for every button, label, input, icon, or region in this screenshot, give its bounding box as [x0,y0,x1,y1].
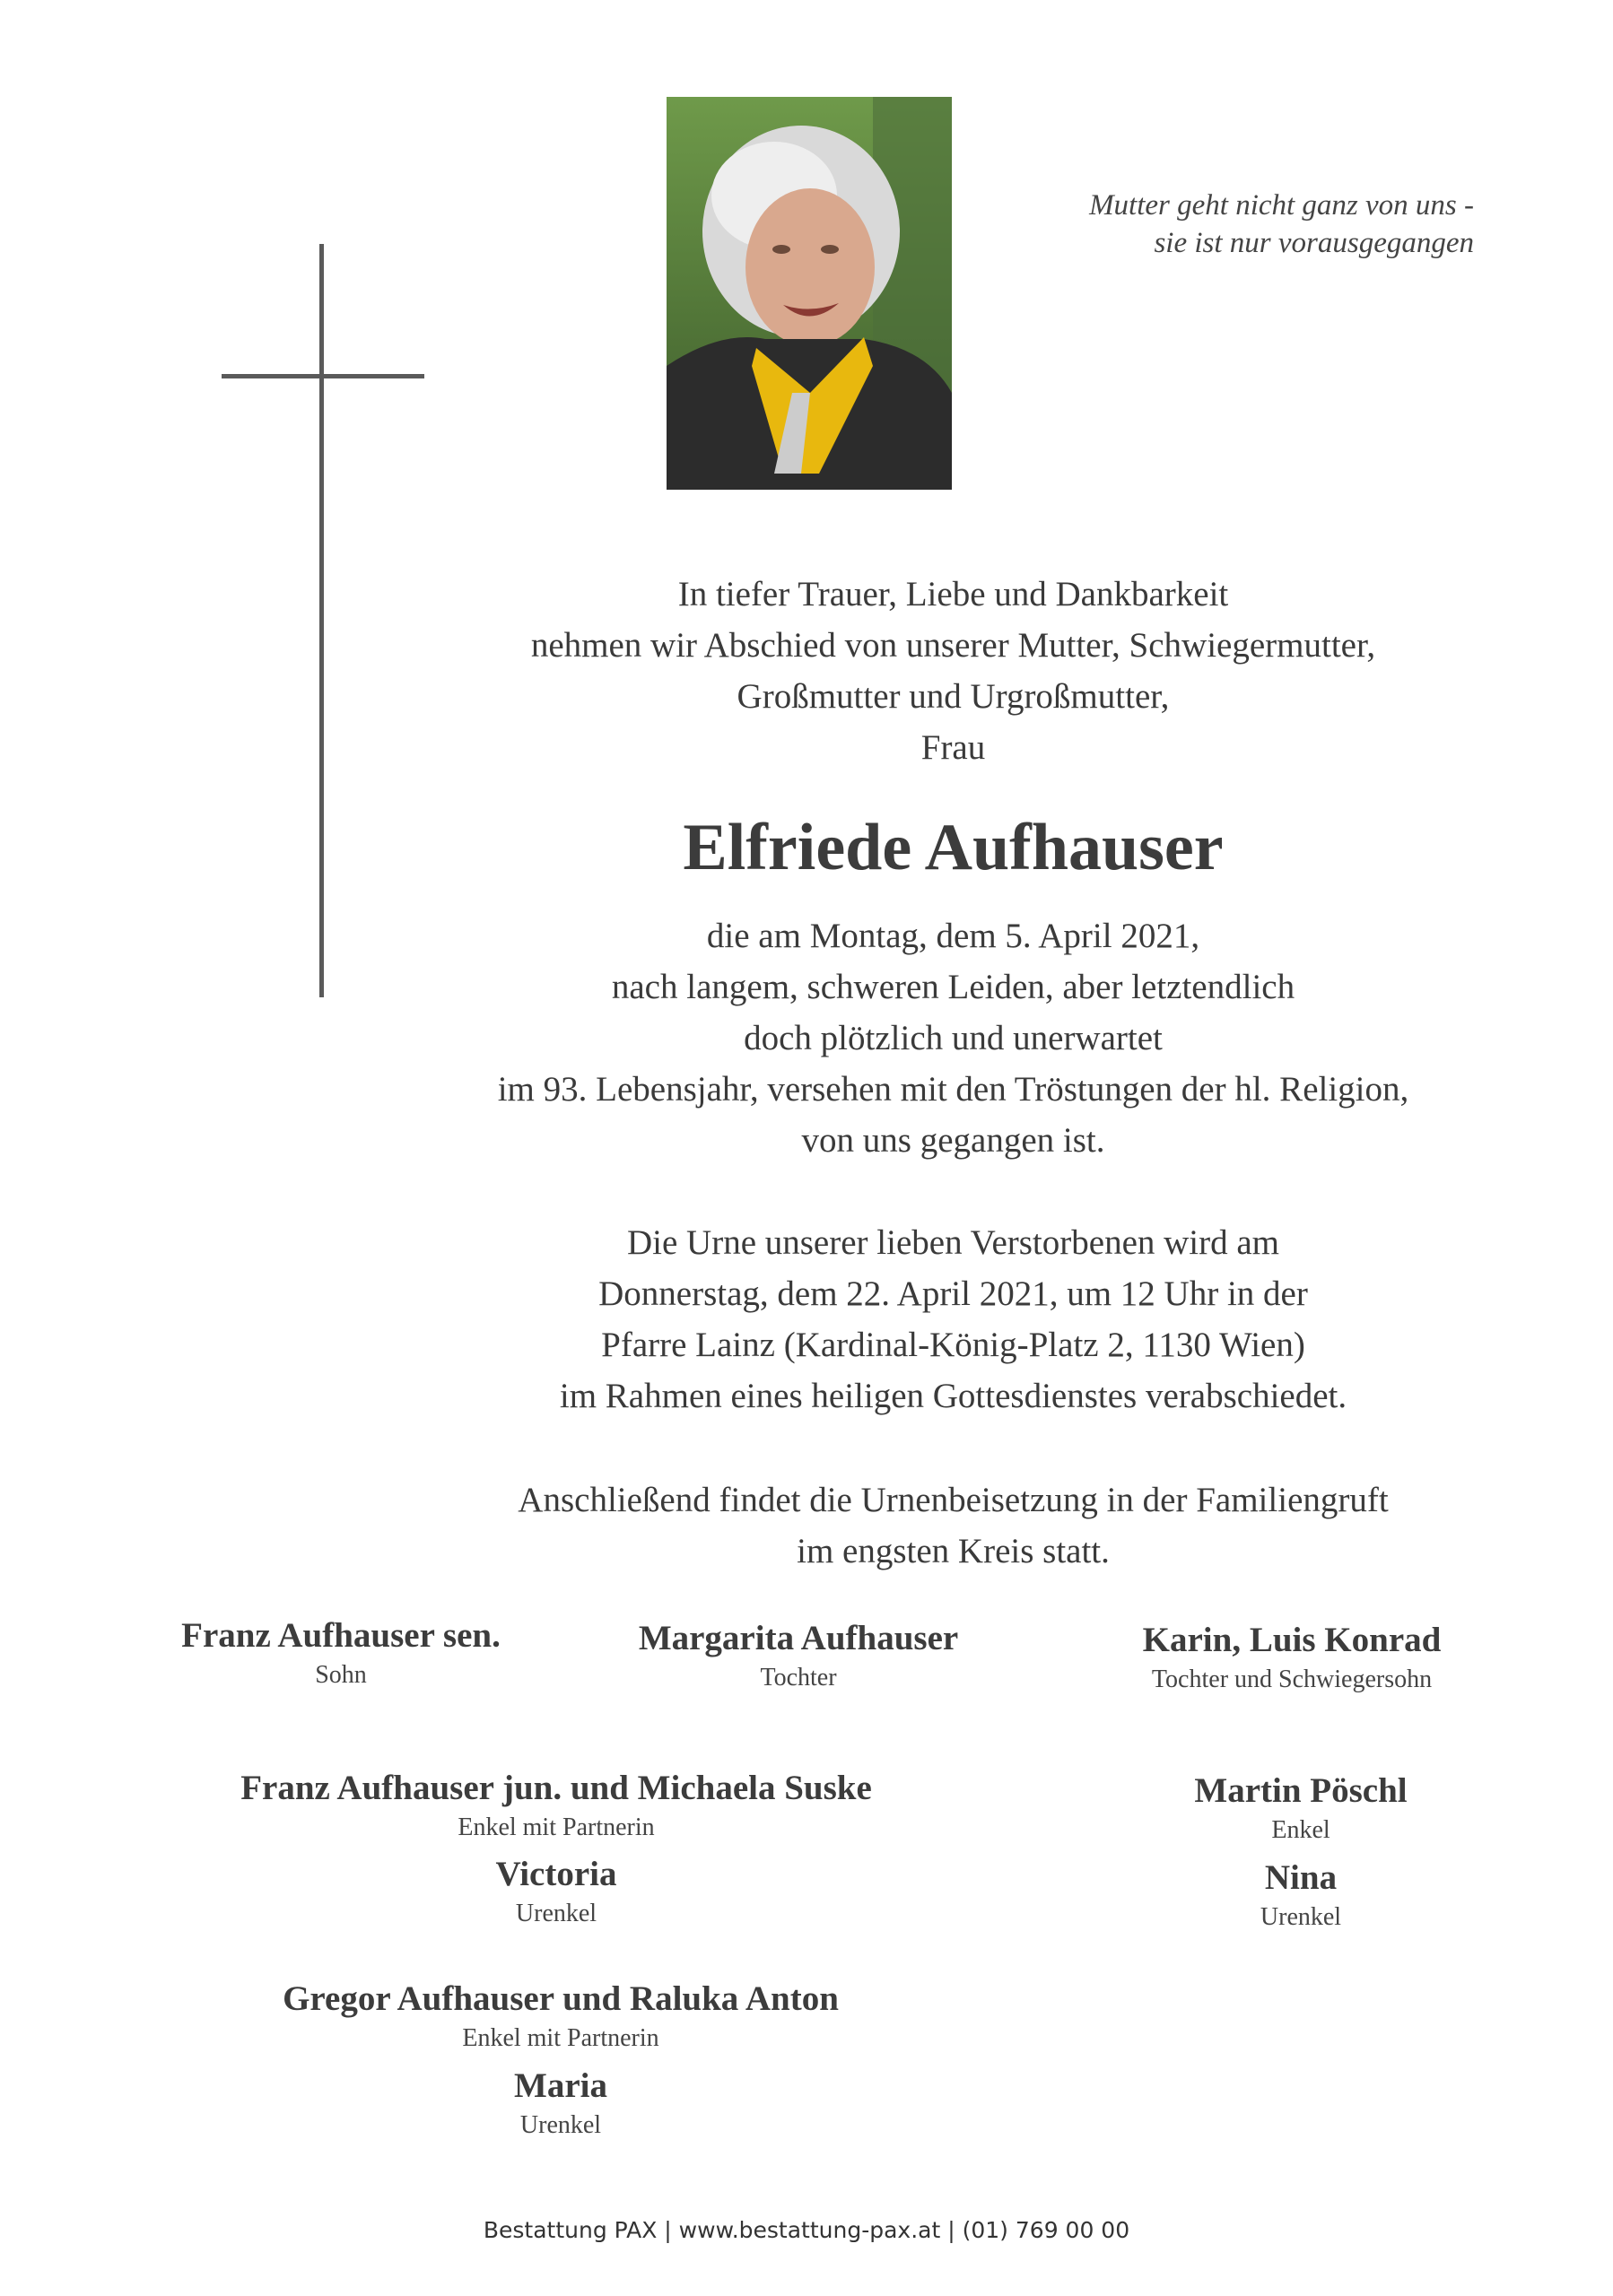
mourner-name: Franz Aufhauser jun. und Michaela Suske [240,1769,872,1807]
cross-horizontal-bar [222,374,424,378]
intro-line: In tiefer Trauer, Liebe und Dankbarkeit [677,575,1229,613]
mourner-entry [206,1767,906,1846]
intro-line: Frau [920,728,986,767]
portrait-photo [667,97,952,490]
death-text [408,910,1498,1166]
urn-line: Pfarre Lainz (Kardinal-König-Platz 2, 1130 Wien) [601,1326,1305,1364]
intro-line: nehmen wir Abschied von unserer Mutter, Schwiegermutter, [530,626,1376,665]
urn-ceremony-text [408,1217,1498,1422]
mourner-relation: Urenkel [519,2111,602,2139]
mourner-name: Victoria [495,1855,617,1893]
urn-line: im Rahmen eines heiligen Gottesdienstes verabschiedet. [559,1377,1347,1415]
quote-line: sie ist nur vorausgegangen [1154,227,1474,259]
mourner-name: Maria [514,2066,607,2105]
death-line: doch plötzlich und unerwartet [744,1019,1163,1057]
mourner-relation: Urenkel [515,1900,597,1927]
death-line: von uns gegangen ist. [801,1121,1105,1160]
mourner-name: Gregor Aufhauser und Raluka Anton [283,1979,839,2018]
mourner-name: Martin Pöschl [1194,1771,1408,1810]
deceased-name: Elfriede Aufhauser [683,811,1224,884]
death-line: im 93. Lebensjahr, versehen mit den Tröstungen der hl. Religion, [497,1070,1409,1109]
mourner-entry [592,1617,1005,1696]
cross-vertical-bar [319,244,324,997]
intro-line: Großmutter und Urgroßmutter, [737,677,1170,716]
mourner-name: Franz Aufhauser sen. [181,1616,501,1655]
funeral-home-footer: Bestattung PAX | www.bestattung-pax.at | (01) 769 00 00 [483,2217,1130,2243]
mourner-name: Nina [1264,1858,1338,1897]
burial-line: Anschließend findet die Urnenbeisetzung in der Familiengruft [518,1481,1389,1519]
intro-text [408,569,1498,773]
mourner-relation: Tochter und Schwiegersohn [1151,1665,1433,1693]
urn-line: Donnerstag, dem 22. April 2021, um 12 Uhr in der [598,1274,1308,1313]
death-line: nach langem, schweren Leiden, aber letztendlich [611,968,1295,1006]
mourner-entry [1148,1857,1453,1935]
mourner-entry [1148,1770,1453,1848]
mourner-name: Karin, Luis Konrad [1142,1621,1442,1659]
mourner-name: Margarita Aufhauser [638,1619,959,1657]
mourner-entry [135,1614,547,1693]
mourner-relation: Enkel [1271,1816,1330,1844]
urn-line: Die Urne unserer lieben Verstorbenen wird am [626,1223,1280,1262]
death-line: die am Montag, dem 5. April 2021, [706,917,1200,955]
quote [1007,187,1474,262]
mourner-entry [413,1853,700,1932]
mourner-relation: Enkel mit Partnerin [458,1813,655,1841]
burial-text [408,1474,1498,1577]
mourner-entry [1077,1619,1507,1698]
mourner-relation: Enkel mit Partnerin [462,2024,659,2052]
mourner-entry [417,2065,704,2144]
burial-line: im engsten Kreis statt. [797,1532,1110,1570]
mourner-relation: Urenkel [1260,1903,1342,1931]
mourner-entry [229,1978,893,2057]
mourner-relation: Tochter [760,1664,837,1692]
mourner-relation: Sohn [315,1661,367,1689]
quote-line: Mutter geht nicht ganz von uns - [1089,189,1474,222]
